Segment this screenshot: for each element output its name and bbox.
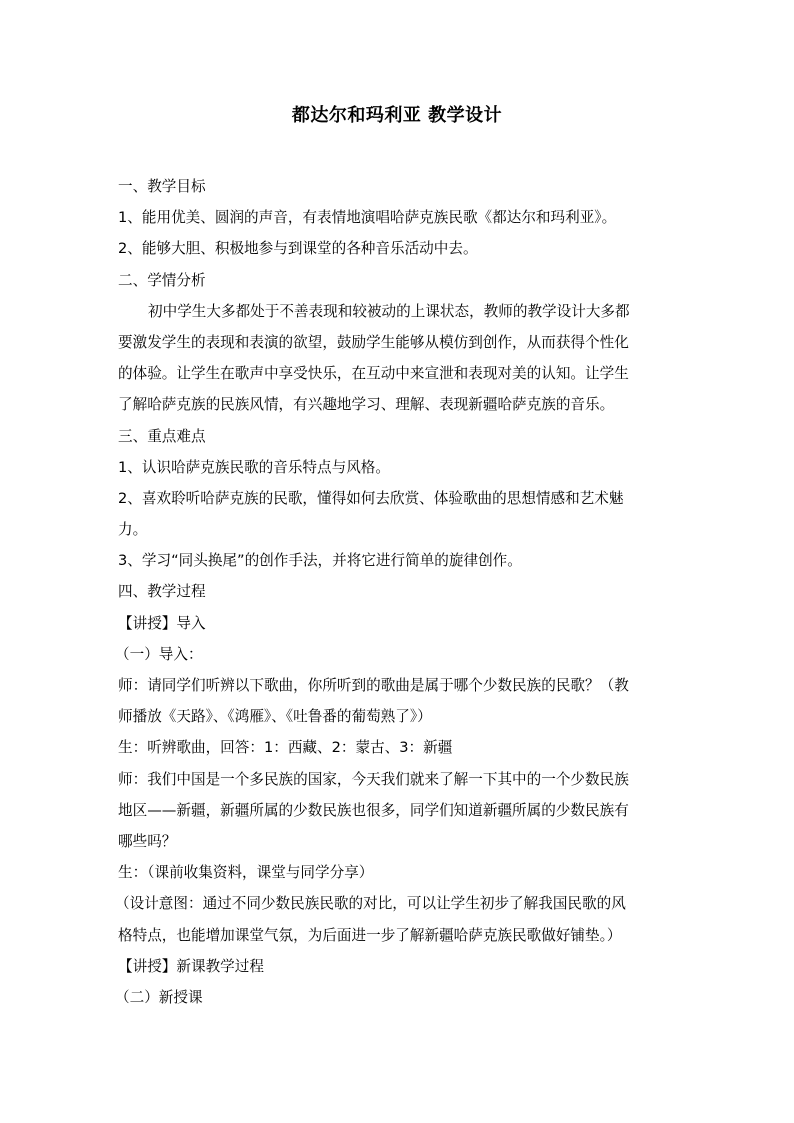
key-point-item-2-line-1: 2、喜欢聆听哈萨克族的民歌，懂得如何去欣赏、体验歌曲的思想情感和艺术魅 <box>118 489 624 507</box>
teacher-line-1-cont: 师播放《天路》、《鸿雁》、《吐鲁番的葡萄熟了》） <box>118 708 432 726</box>
analysis-paragraph-line-2: 要激发学生的表现和表演的欲望，鼓励学生能够从模仿到创作，从而获得个性化 <box>118 333 629 351</box>
design-intent-line-2: 格特点，也能增加课堂气氛，为后面进一步了解新疆哈萨克族民歌做好铺垫。） <box>118 926 622 944</box>
section-heading-analysis: 二、学情分析 <box>118 271 206 289</box>
section-heading-process: 四、教学过程 <box>118 583 206 601</box>
key-point-item-2-line-2: 力。 <box>118 521 148 539</box>
objective-item-2: 2、能够大胆、积极地参与到课堂的各种音乐活动中去。 <box>118 240 478 258</box>
step-intro-label: （一）导入： <box>115 645 203 663</box>
student-line-2: 生：（课前收集资料，课堂与同学分享） <box>118 864 374 882</box>
section-heading-objectives: 一、教学目标 <box>118 178 206 195</box>
document-body <box>115 171 678 1013</box>
section-heading-key-points: 三、重点难点 <box>118 427 206 445</box>
teacher-line-2: 师：我们中国是一个多民族的国家，今天我们就来了解一下其中的一个少数民族 <box>118 770 629 788</box>
key-point-item-3: 3、学习“同头换尾”的创作手法，并将它进行简单的旋律创作。 <box>118 552 522 570</box>
subheading-intro: 【讲授】导入 <box>118 614 206 632</box>
analysis-paragraph-line-1: 初中学生大多都处于不善表现和较被动的上课状态，教师的教学设计大多都 <box>148 302 630 320</box>
analysis-paragraph-line-3: 的体验。让学生在歌声中享受快乐，在互动中来宣泄和表现对美的认知。让学生 <box>118 365 629 383</box>
step-new-lesson-label: （二）新授课 <box>115 988 203 1006</box>
subheading-new-lesson: 【讲授】新课教学过程 <box>118 957 264 975</box>
teacher-line-1: 师：请同学们听辨以下歌曲，你所听到的歌曲是属于哪个少数民族的民歌？（教 <box>118 677 629 694</box>
analysis-paragraph-line-4: 了解哈萨克族的民族风情，有兴趣地学习、理解、表现新疆哈萨克族的音乐。 <box>118 396 615 414</box>
key-point-item-1: 1、认识哈萨克族民歌的音乐特点与风格。 <box>118 458 390 476</box>
student-line-1: 生：听辨歌曲，回答：1：西藏、2：蒙古、3：新疆 <box>118 739 453 757</box>
document-title: 都达尔和玛利亚 教学设计 <box>291 105 503 126</box>
design-intent-line-1: （设计意图：通过不同少数民族民歌的对比，可以让学生初步了解我国民歌的风 <box>115 895 626 913</box>
objective-item-1: 1、能用优美、圆润的声音，有表情地演唱哈萨克族民歌《都达尔和玛利亚》。 <box>118 209 617 227</box>
teacher-line-2-cont-2: 哪些吗？ <box>118 832 177 850</box>
teacher-line-2-cont-1: 地区——新疆，新疆所属的少数民族也很多，同学们知道新疆所属的少数民族有 <box>118 801 629 819</box>
